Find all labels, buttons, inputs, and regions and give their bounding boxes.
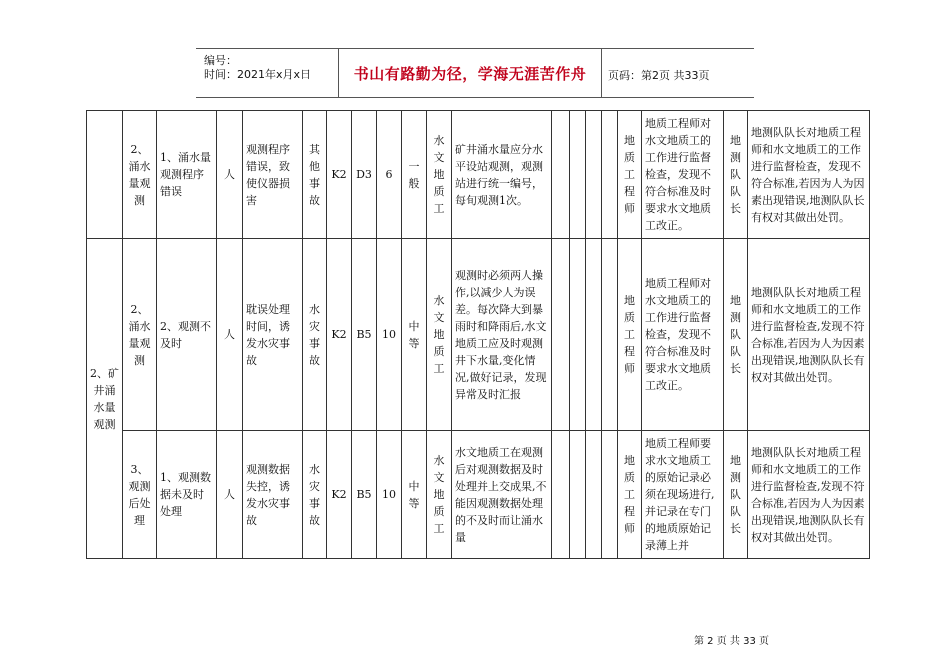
level-cell: 中等 xyxy=(402,239,427,431)
table-row xyxy=(87,111,870,239)
empty-cell xyxy=(552,239,570,431)
page-label: 页码：第2页 共33页 xyxy=(608,69,710,82)
category-cell: 人 xyxy=(217,431,243,559)
empty-cell xyxy=(602,431,618,559)
empty-cell xyxy=(552,431,570,559)
empty-cell xyxy=(602,239,618,431)
hazard-cell: 1、涌水量观测程序错误 xyxy=(157,111,217,239)
hazard-cell: 1、观测数据未及时处理 xyxy=(157,431,217,559)
empty-cell xyxy=(586,239,602,431)
measure-cell: 水文地质工在观测后对观测数据及时处理并上交成果,不能因观测数据处理的不及时而让涌水量 xyxy=(452,431,552,559)
supervisor-cell: 地质工程师 xyxy=(618,111,642,239)
step-cell: 3、观测后处理 xyxy=(123,431,157,559)
level-cell: 中等 xyxy=(402,431,427,559)
responsible-cell: 水文地质工 xyxy=(427,111,452,239)
category-cell: 人 xyxy=(217,111,243,239)
empty-cell xyxy=(570,239,586,431)
k-cell: K2 xyxy=(327,111,352,239)
d-cell: B5 xyxy=(352,431,377,559)
table-row xyxy=(87,431,870,559)
score-cell: 10 xyxy=(377,239,402,431)
step-cell: 2、涌水量观测 xyxy=(123,239,157,431)
page-header xyxy=(196,48,754,98)
supervise-content-cell: 地质工程师对水文地质工的工作进行监督检查，发现不符合标准及时要求水文地质工改正。 xyxy=(642,239,724,431)
consequence-cell: 耽误处理时间，诱发水灾事故 xyxy=(243,239,303,431)
serial-label: 编号： xyxy=(204,54,237,67)
date-line: 时间：2021年x月x日 xyxy=(204,68,312,81)
level-cell: 一般 xyxy=(402,111,427,239)
manage-content-cell: 地测队队长对地质工程师和水文地质工的工作进行监督检查,发现不符合标准,若因为人为因素出现错误,地测队队长有权对其做出处罚。 xyxy=(748,431,870,559)
manage-content-cell: 地测队队长对地质工程师和水文地质工的工作进行监督检查，发现不符合标准,若因为人为因素出现错误,地测队队长有权对其做出处罚。 xyxy=(748,111,870,239)
measure-cell: 观测时必须两人操作,以减少人为误差。每次降大到暴雨时和降雨后,水文地质工应及时观测井下水量,变化情况,做好记录，发现异常及时汇报 xyxy=(452,239,552,431)
measure-cell: 矿井涌水量应分水平设站观测，观测站进行统一编号，每旬观测1次。 xyxy=(452,111,552,239)
risk-table xyxy=(86,110,870,559)
k-cell: K2 xyxy=(327,431,352,559)
manager-cell: 地测队队长 xyxy=(724,431,748,559)
k-cell: K2 xyxy=(327,239,352,431)
manager-cell: 地测队队长 xyxy=(724,239,748,431)
accident-type-cell: 水灾事故 xyxy=(303,239,327,431)
score-cell: 10 xyxy=(377,431,402,559)
consequence-cell: 观测数据失控，诱发水灾事故 xyxy=(243,431,303,559)
step-cell: 2、涌水量观测 xyxy=(123,111,157,239)
supervise-content-cell: 地质工程师要求水文地质工的原始记录必须在现场进行,并记录在专门的地质原始记录薄上并 xyxy=(642,431,724,559)
group-cell xyxy=(87,111,123,239)
empty-cell xyxy=(570,111,586,239)
empty-cell xyxy=(570,431,586,559)
responsible-cell: 水文地质工 xyxy=(427,239,452,431)
d-cell: B5 xyxy=(352,239,377,431)
empty-cell xyxy=(602,111,618,239)
header-left xyxy=(196,49,338,97)
motto: 书山有路勤为径，学海无涯苦作舟 xyxy=(338,49,602,97)
responsible-cell: 水文地质工 xyxy=(427,431,452,559)
page-footer: 第 2 页 共 33 页 xyxy=(694,636,769,647)
category-cell: 人 xyxy=(217,239,243,431)
hazard-cell: 2、观测不及时 xyxy=(157,239,217,431)
accident-type-cell: 水灾事故 xyxy=(303,431,327,559)
empty-cell xyxy=(552,111,570,239)
consequence-cell: 观测程序错误，致使仪器损害 xyxy=(243,111,303,239)
group-cell: 2、矿井涌水量观测 xyxy=(87,239,123,559)
empty-cell xyxy=(586,111,602,239)
accident-type-cell: 其他事故 xyxy=(303,111,327,239)
supervise-content-cell: 地质工程师对水文地质工的工作进行监督检查，发现不符合标准及时要求水文地质工改正。 xyxy=(642,111,724,239)
empty-cell xyxy=(586,431,602,559)
supervisor-cell: 地质工程师 xyxy=(618,239,642,431)
score-cell: 6 xyxy=(377,111,402,239)
manager-cell: 地测队队长 xyxy=(724,111,748,239)
d-cell: D3 xyxy=(352,111,377,239)
manage-content-cell: 地测队队长对地质工程师和水文地质工的工作进行监督检查,发现不符合标准,若因为人为因素出现错误,地测队队长有权对其做出处罚。 xyxy=(748,239,870,431)
supervisor-cell: 地质工程师 xyxy=(618,431,642,559)
table-row xyxy=(87,239,870,431)
